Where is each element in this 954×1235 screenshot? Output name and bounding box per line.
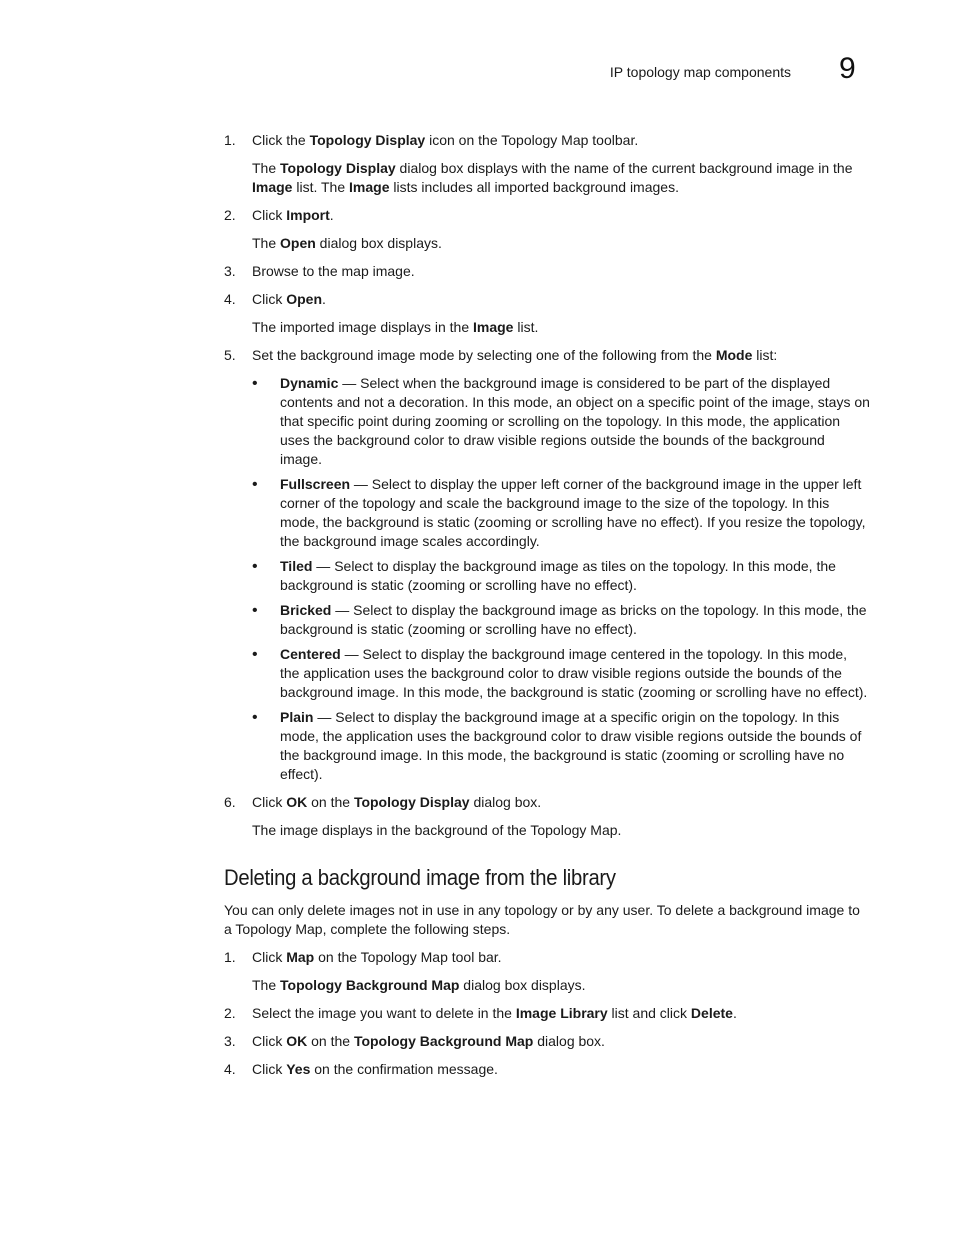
step-number: 4. [224,1061,236,1077]
mode-list-item [252,645,870,702]
ui-term: Topology Display [353,794,470,810]
procedure-steps [224,131,870,840]
section-intro: You can only delete images not in use in any topology or by any user. To delete a background image to a Topology Map, complete the following steps. [224,902,860,937]
step-text: Click the [252,132,310,148]
step-number: 6. [224,794,236,810]
ui-term: Image [349,179,390,195]
step-result [224,318,870,337]
step-number: 1. [224,949,236,965]
step-text: list and click [607,1005,691,1021]
step-instruction [252,793,870,812]
mode-text: — Select to display the background image at a specific origin on the topology. In this mode, the application uses the background color to draw visible regions outside the bounds of the background image. In this mode, the background is static (zooming or scrolling have no effect). [280,709,862,782]
step-row [224,262,870,281]
ui-term: Image Library [515,1005,608,1021]
step-result [224,159,870,197]
bullet-icon: • [252,709,258,726]
mode-list [224,374,870,784]
mode-list-item [252,708,870,784]
ui-term: Topology Display [280,160,396,176]
step-instruction [252,131,870,150]
mode-list-item [252,374,870,469]
step-row [224,206,870,225]
step-text: . [732,1005,737,1021]
step-text: Browse to the map image. [252,263,415,279]
mode-name: Centered [280,646,341,662]
bullet-icon: • [252,375,258,392]
mode-list-item [252,557,870,595]
step-text: Click [252,1033,287,1049]
bullet-icon: • [252,602,258,619]
step-number: 3. [224,263,236,279]
step-instruction [252,290,870,309]
mode-name: Plain [280,709,314,725]
step-text: Click [252,1061,287,1077]
step-row [224,290,870,309]
step-text: icon on the Topology Map toolbar. [425,132,639,148]
section-heading: Deleting a background image from the library [224,865,616,890]
ui-term: Image [473,319,514,335]
mode-description [280,374,870,469]
procedure-step [224,1004,870,1023]
mode-text: — Select to display the background image as tiles on the topology. In this mode, the background is static (zooming or scrolling have no effect). [280,558,836,593]
procedure-step [224,1032,870,1051]
step-instruction [252,346,870,365]
step-text: Set the background image mode by selecting one of the following from the [252,347,716,363]
step-number: 4. [224,291,236,307]
step-text: on the Topology Map tool bar. [314,949,502,965]
step-result [224,234,870,253]
step-instruction [252,206,870,225]
mode-description [280,708,870,784]
ui-term: Map [286,949,315,965]
ui-term: Delete [690,1005,733,1021]
bullet-icon: • [252,558,258,575]
step-instruction [252,262,870,281]
mode-name: Dynamic [280,375,339,391]
mode-text: — Select when the background image is considered to be part of the displayed contents and not a decoration. In this mode, an object on a specific point of the image, stays on that specific point during zooming or scrolling on the topology. In this mode, the application uses the background color to draw visible regions outside the bounds of the background image. [280,375,870,467]
step-text: on the [307,794,354,810]
step-text: . [322,291,326,307]
ui-term: Open [280,235,316,251]
result-text: The [252,235,281,251]
mode-list-item [252,475,870,551]
ui-term: Import [286,207,330,223]
result-text: list. The [292,179,350,195]
page-content [224,131,870,1079]
mode-description [280,475,870,551]
result-text: The [252,977,281,993]
procedure-step [224,290,870,337]
step-result [224,821,870,840]
mode-description [280,557,870,595]
result-text: list. [513,319,539,335]
step-text: Click [252,291,287,307]
result-text: dialog box displays with the name of the current background image in the [395,160,853,176]
step-result [224,976,870,995]
mode-text: — Select to display the background image as bricks on the topology. In this mode, the background is static (zooming or scrolling have no effect). [280,602,867,637]
step-row [224,1060,870,1079]
mode-name: Bricked [280,602,332,618]
step-row [224,793,870,812]
ui-term: Image [252,179,293,195]
step-text: Click [252,207,287,223]
step-instruction [252,1032,870,1051]
bullet-icon: • [252,476,258,493]
step-number: 1. [224,132,236,148]
step-instruction [252,1060,870,1079]
mode-description [280,601,870,639]
mode-description [280,645,870,702]
procedure-step [224,1060,870,1079]
step-text: dialog box. [533,1033,605,1049]
step-number: 5. [224,347,236,363]
bullet-icon: • [252,646,258,663]
step-number: 2. [224,207,236,223]
ui-term: Topology Background Map [280,977,460,993]
chapter-number: 9 [839,52,856,85]
procedure-step [224,346,870,784]
ui-term: Mode [715,347,753,363]
procedure-step [224,206,870,253]
step-instruction [252,948,870,967]
delete-procedure-steps [224,948,870,1079]
step-text: dialog box. [469,794,542,810]
result-text: The imported image displays in the [252,319,473,335]
mode-name: Tiled [280,558,313,574]
mode-list-item [252,601,870,639]
running-header-title: IP topology map components [609,64,791,80]
step-row [224,1004,870,1023]
procedure-step [224,948,870,995]
procedure-step [224,262,870,281]
ui-term: Topology Background Map [353,1033,534,1049]
step-text: Click [252,949,287,965]
step-text: on the [307,1033,354,1049]
ui-term: Topology Display [309,132,426,148]
procedure-step [224,131,870,197]
result-text: The image displays in the background of the Topology Map. [252,822,622,838]
ui-term: OK [286,1033,308,1049]
ui-term: Yes [286,1061,311,1077]
step-text: Click [252,794,287,810]
result-text: The [252,160,281,176]
result-text: lists includes all imported background images. [389,179,679,195]
procedure-step [224,793,870,840]
mode-name: Fullscreen [280,476,351,492]
step-text: . [329,207,334,223]
result-text: dialog box displays. [315,235,442,251]
step-number: 2. [224,1005,236,1021]
step-text: Select the image you want to delete in the [252,1005,516,1021]
step-row [224,948,870,967]
step-text: on the confirmation message. [310,1061,498,1077]
step-row [224,131,870,150]
result-text: dialog box displays. [459,977,586,993]
step-row [224,346,870,365]
step-text: list: [752,347,778,363]
step-row [224,1032,870,1051]
ui-term: Open [286,291,323,307]
step-number: 3. [224,1033,236,1049]
mode-text: — Select to display the background image centered in the topology. In this mode, the application uses the background color to draw visible regions outside the bounds of the background image. In this mode, the background is static (zooming or scrolling have no effect). [280,646,868,700]
mode-text: — Select to display the upper left corner of the background image in the upper left corner of the topology and scale the background image to the size of the topology. In this mode, the background is static (zooming or scrolling have no effect). If you resize the topology, the background image scales accordingly. [280,476,866,549]
step-instruction [252,1004,870,1023]
ui-term: OK [286,794,308,810]
